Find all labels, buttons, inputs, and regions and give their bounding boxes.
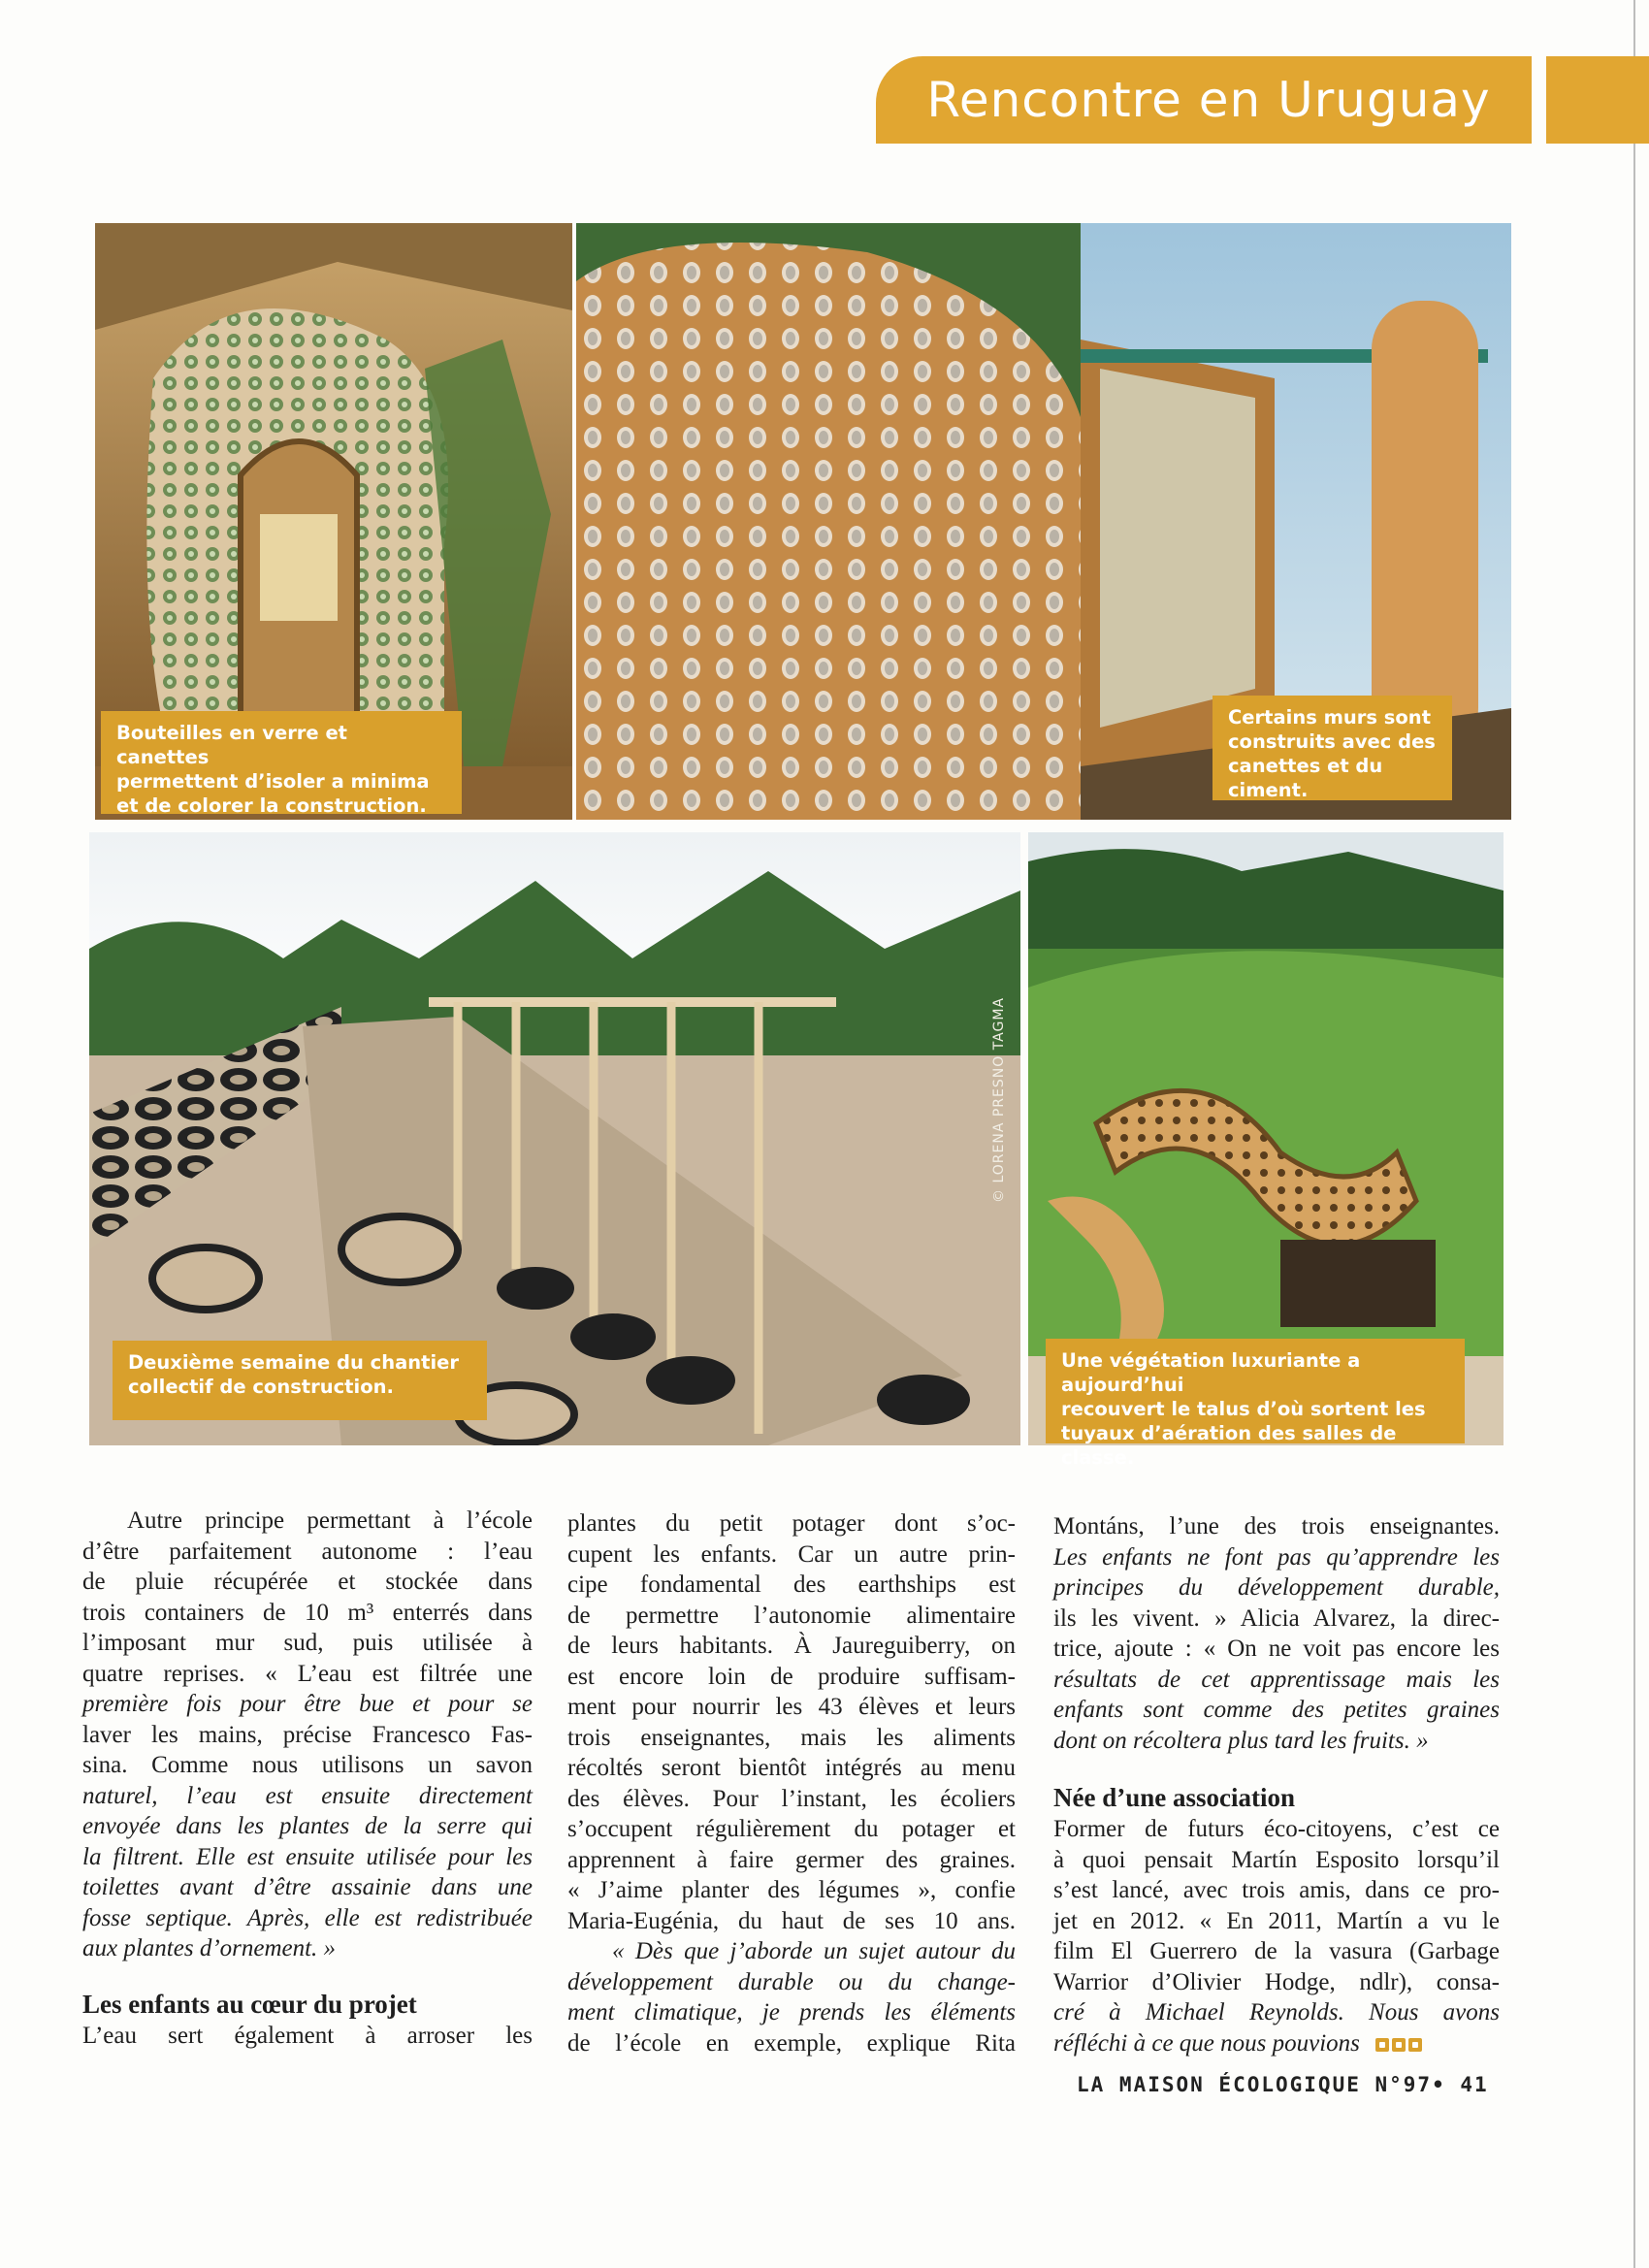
text-line: Les enfants ne font pas qu’apprendre les: [1053, 1543, 1500, 1571]
text-line: Maria-Eugénia, du haut de ses 10 ans.: [567, 1907, 1016, 1934]
text-line: trois enseignantes, mais les aliments: [567, 1724, 1016, 1751]
article-column-3: [1053, 1511, 1500, 2060]
heading-les-enfants: Les enfants au cœur du projet: [82, 1989, 417, 2019]
text-line: la filtrent. Elle est ensuite utilisée pour les: [82, 1843, 533, 1870]
caption-photo-3: Deuxième semaine du chantier collectif de construction.: [113, 1341, 487, 1420]
text-line: « Dès que j’aborde un sujet autour du: [612, 1938, 1016, 1964]
text-line: s’occupent régulièrement du potager et: [567, 1816, 1016, 1842]
text-line: cipe fondamental des earthships est: [567, 1571, 1016, 1598]
text-line: de leurs habitants. À Jaureguiberry, on: [567, 1633, 1016, 1659]
article-column-1: [82, 1506, 533, 2051]
text-line: sina. Comme nous utilisons un savon: [82, 1752, 533, 1778]
text-line: résultats de cet apprentissage mais les: [1053, 1666, 1500, 1693]
text-line: première fois pour être bue et pour se: [82, 1691, 533, 1717]
text-line: Autre principe permettant à l’école: [127, 1507, 533, 1534]
text-line: ils les vivent. » Alicia Alvarez, la direc-: [1053, 1604, 1500, 1632]
text-line: « J’aime planter des légumes », confie: [567, 1877, 1016, 1903]
page-edge: [1633, 0, 1635, 2268]
text-line: envoyée dans les plantes de la serre qui: [82, 1813, 533, 1839]
text-line: de pluie récupérée et stockée dans: [82, 1569, 533, 1595]
text-line: jet en 2012. « En 2011, Martín a vu le: [1053, 1907, 1500, 1934]
text-line: d’être parfaitement autonome : l’eau: [82, 1538, 533, 1565]
article-column-2: [567, 1508, 1016, 2058]
text-line: trois containers de 10 m³ enterrés dans: [82, 1599, 533, 1626]
caption-photo-1: Bouteilles en verre et canettes permettent d’isoler a minima et de colorer la construction.: [101, 711, 462, 814]
caption-photo-4: Une végétation luxuriante a aujourd’hui recouvert le talus d’où sortent les tuyaux d’aération des salles de classe.: [1046, 1339, 1465, 1443]
text-line: des élèves. Pour l’instant, les écoliers: [567, 1785, 1016, 1812]
text-line: L’eau sert également à arroser les: [82, 2022, 533, 2049]
photo-credit: © LORENA PRESNO TAGMA: [991, 997, 1007, 1203]
caption-photo-2: Certains murs sont construits avec des canettes et du ciment.: [1212, 696, 1452, 800]
text-line: principes du développement durable,: [1053, 1574, 1500, 1601]
text-line: [1053, 2028, 1500, 2060]
text-line: de permettre l’autonomie alimentaire: [567, 1602, 1016, 1629]
text-line: laver les mains, précise Francesco Fas-: [82, 1721, 533, 1748]
text-line: Warrior d’Olivier Hodge, ndlr), consa-: [1053, 1968, 1500, 1995]
text-line: récoltés seront bientôt intégrés au menu: [567, 1755, 1016, 1781]
text-line: toilettes avant d’être assainie dans une: [82, 1874, 533, 1900]
text-line: Montáns, l’une des trois enseignantes.: [1053, 1513, 1500, 1539]
text-line: ment climatique, je prends les éléments: [567, 1999, 1016, 2025]
text-line: ment pour nourrir les 43 élèves et leurs: [567, 1694, 1016, 1720]
text-line: plantes du petit potager dont s’oc-: [567, 1510, 1016, 1537]
text-line: dont on récoltera plus tard les fruits. »: [1053, 1727, 1429, 1754]
heading-nee-association: Née d’une association: [1053, 1783, 1295, 1812]
text-line: enfants sont comme des petites graines: [1053, 1697, 1500, 1723]
text-line: à quoi pensait Martín Esposito lorsqu’il: [1053, 1846, 1500, 1873]
last-line-text: réfléchi à ce que nous pouvions: [1053, 2029, 1360, 2057]
text-line: apprennent à faire germer des graines.: [567, 1846, 1016, 1873]
section-title: Rencontre en Uruguay: [926, 72, 1491, 128]
article-continues-icon: [1375, 2029, 1425, 2060]
text-line: film El Guerrero de la vasura (Garbage: [1053, 1938, 1500, 1964]
text-line: l’imposant mur sud, puis utilisée à: [82, 1630, 533, 1656]
page-footer: LA MAISON ÉCOLOGIQUE N°97• 41: [1077, 2073, 1489, 2096]
text-line: cupent les enfants. Car un autre prin-: [567, 1540, 1016, 1568]
text-line: cré à Michael Reynolds. Nous avons: [1053, 1999, 1500, 2025]
text-line: fosse septique. Après, elle est redistribuée: [82, 1904, 533, 1931]
text-line: de l’école en exemple, explique Rita: [567, 2029, 1016, 2057]
text-line: naturel, l’eau est ensuite directement: [82, 1782, 533, 1809]
banner-tab: [1546, 56, 1649, 144]
text-line: quatre reprises. « L’eau est filtrée une: [82, 1660, 533, 1687]
text-line: Former de futurs éco-citoyens, c’est ce: [1053, 1816, 1500, 1842]
text-line: développement durable ou du change-: [567, 1968, 1016, 1995]
text-line: est encore loin de produire suffisam-: [567, 1663, 1016, 1690]
text-line: s’est lancé, avec trois amis, dans ce pro-: [1053, 1877, 1500, 1903]
text-line: aux plantes d’ornement. »: [82, 1935, 337, 1961]
text-line: trice, ajoute : « On ne voit pas encore les: [1053, 1636, 1500, 1662]
section-banner: [876, 56, 1532, 144]
